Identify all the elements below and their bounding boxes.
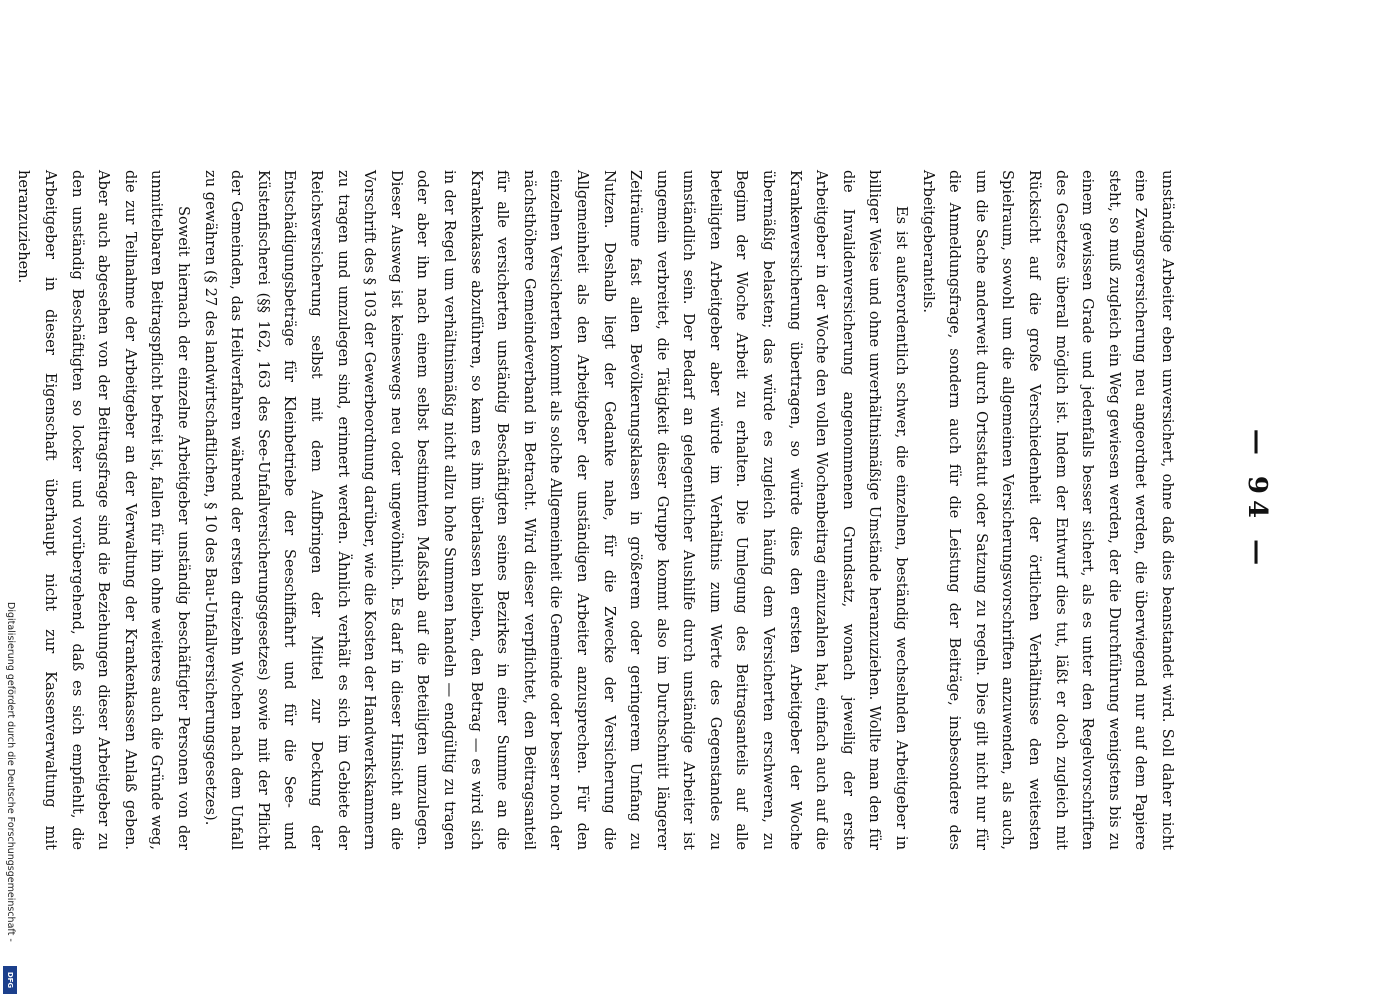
rotated-page-content [15, 0, 1292, 1000]
page-number: — 94 — [1242, 428, 1272, 572]
paragraph-2: Es ist außerordentlich schwer, die einzelnen, beständig wechselnden Arbeitgeber in billiger Weise und ohne unverhältnismäßige Umstände heranzuziehen. Wollte man den für die Invalidenversicherung angenommenen Grundsatz, wonach jeweilig der erste Arbeitgeber in der Woche den vollen Wochenbeitrag einzuzahlen hat, einfach auch auf die Krankenversicherung übertragen, so würde dies den ersten Arbeitgeber der Woche übermäßig belasten; das würde es zugleich häufig dem Versicherten erschweren, zu Beginn der Woche Arbeit zu erhalten. Die Umlegung des Beitragsanteils auf alle beteiligten Arbeitgeber aber würde im Verhältnis zum Werte des Gegenstandes zu umständlich sein. Der Bedarf an gelegentlicher Aushilfe durch unständige Arbeiter ist ungemein verbreitet, die Tätigkeit dieser Gruppe kommt also im Durchschnitt längerer Zeiträume fast allen Bevölkerungsklassen in größerem oder geringerem Umfang zu Nutzen. Deshalb liegt der Gedanke nahe, für die Zwecke der Versicherung die Allgemeinheit als den Arbeitgeber der unständigen Arbeiter anzusprechen. Für den einzelnen Versicherten kommt als solche Allgemeinheit die Gemeinde oder besser noch der nächsthöhere Gemeindeverband in Betracht. Wird dieser verpflichtet, den Beitragsanteil für alle versicherten unständig Beschäftigten seines Bezirkes in einer Summe an die Krankenkasse abzuführen, so kann es ihm überlassen bleiben, den Betrag — es wird sich in der Regel um verhältnismäßig nicht allzu hohe Summen handeln — endgültig zu tragen oder aber ihn nach einem selbst bestimmten Maßstab auf die Beteiligten umzulegen. Dieser Ausweg ist keineswegs neu oder ungewöhnlich. Es darf in dieser Hinsicht an die Vorschrift des § 103 der Gewerbeordnung darüber, wie die Kosten der Handwerkskammern zu tragen und umzulegen sind, erinnert werden. Ähnlich verhält es sich im Gebiete der Reichsversicherung selbst mit dem Aufbringen der Mittel zur Deckung der Entschädigungsbeträge für Kleinbetriebe der Seeschiffahrt und für die See- und Küstenfischerei (§§ 162, 163 des See-Unfallversicherungsgesetzes) sowie mit der Pflicht der Gemeinden, das Heilverfahren während der ersten dreizehn Wochen nach dem Unfall zu gewähren (§ 27 des landwirtschaftlichen, § 10 des Bau-Unfallversicherungsgesetzes). [201, 170, 911, 850]
paragraph-3: Soweit hiernach der einzelne Arbeitgeber unständig beschäftigter Personen von der unmittelbaren Beitragspflicht befreit ist, fallen für ihn ohne weiteres auch die Gründe weg, die zur Teilnahme der Arbeitgeber an der Verwaltung der Krankenkassen Anlaß geben. Aber auch abgesehen von der Beitragsfrage sind die Beziehungen dieser Arbeitgeber zu den unständig Beschäftigten so locker und vorübergehend, daß es sich empfiehlt, die Arbeitgeber in dieser Eigenschaft überhaupt nicht zur Kassenverwaltung mit heranzuziehen. [15, 170, 193, 850]
scanned-page [15, 0, 1292, 1000]
paragraph-1: unständige Arbeiter eben unversichert, ohne daß dies beanstandet wird. Soll daher nicht eine Zwangsversicherung neu angeordnet werden, die überwiegend nur auf dem Papiere steht, so muß zugleich ein Weg gewiesen werden, der die Durchführung wenigstens bis zu einem gewissen Grade und jedenfalls besser sichert, als es unter den Regelvorschriften des Gesetzes überall möglich ist. Indem der Entwurf dies tut, läßt er doch zugleich mit Rücksicht auf die große Verschiedenheit der örtlichen Verhältnisse den weitesten Spielraum, sowohl um die allgemeinen Versicherungsvorschriften anzuwenden, als auch, um die Sache anderweit durch Ortsstatut oder Satzung zu regeln. Dies gilt nicht nur für die Anmeldungsfrage, sondern auch für die Leistung der Beiträge, insbesondere des Arbeitgeberanteils. [919, 170, 1176, 850]
dfg-logo-icon: DFG [3, 966, 17, 994]
body-text [10, 170, 1180, 850]
digitization-note: Digitalisierung gefördert durch die Deutsche Forschungsgemeinschaft - [5, 602, 16, 942]
